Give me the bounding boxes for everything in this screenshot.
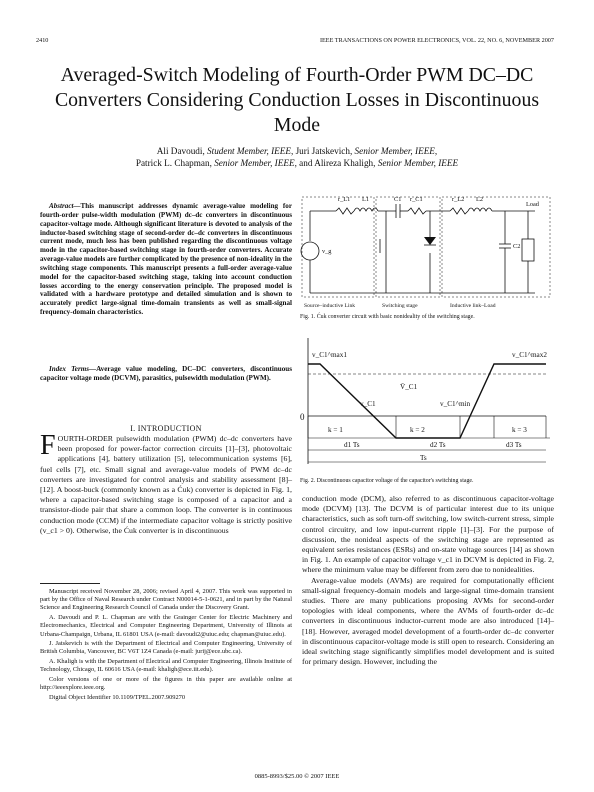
label-rc1: r_C1: [410, 196, 423, 203]
author-name: Ali Davoudi,: [156, 146, 205, 156]
index-terms-text: Average value modeling, DC–DC converters, discontinuous capacitor voltage mode (DCVM), parasitics, pulsewidth modulation (PWM).: [40, 365, 292, 382]
label-vc1-avg: V̄_C1: [400, 383, 418, 391]
label-d1ts: d1 Ts: [344, 441, 360, 449]
label-ts: Ts: [420, 454, 427, 462]
label-vmax1: v_C1^max1: [312, 351, 347, 359]
author-role: Senior Member, IEEE,: [214, 158, 297, 168]
waveform-figure: [300, 334, 554, 469]
label-load: Load: [526, 201, 539, 208]
label-d2ts: d2 Ts: [430, 441, 446, 449]
label-vc1: v_C1: [360, 400, 376, 408]
journal-header: IEEE TRANSACTIONS ON POWER ELECTRONICS, VOL. 22, NO. 6, NOVEMBER 2007: [319, 37, 554, 44]
label-l1: L1: [362, 196, 369, 203]
footnote: J. Jatskevich is with the Department of Electrical and Computer Engineering, University of British Columbia, Vancouver, BC V6T 1Z4 Canada (e-mail: jurij@ece.ubc.ca).: [40, 640, 292, 656]
footnote: A. Davoudi and P. L. Chapman are with the Grainger Center for Electric Machinery and Electromechanics, Electrical and Computer Engineering Department, University of Illinois at Urbana-Champaign, Urbana, IL 61801 USA (e-mail: davoudi2@uiuc.edu; chapman@uiuc.edu).: [40, 614, 292, 638]
paper-title: Averaged-Switch Modeling of Fourth-Order PWM DC–DC Converters Considering Conduction Losses in Discontinuous Mode: [54, 64, 540, 136]
label-rl1: r_L1: [338, 196, 351, 203]
label-l2: L2: [476, 196, 483, 203]
author-role: Student Member, IEEE,: [207, 146, 294, 156]
intro-paragraph: [40, 430, 292, 536]
label-k2: k = 2: [410, 426, 425, 434]
author-line: [60, 158, 534, 169]
footnotes: [40, 588, 292, 704]
footnote: Color versions of one or more of the figures in this paper are available online at http://ieeexplore.ieee.org.: [40, 676, 292, 692]
author-name: Juri Jatskevich,: [295, 146, 353, 156]
label-k3: k = 3: [512, 426, 527, 434]
intro-text: OURTH-ORDER pulsewidth modulation (PWM) dc–dc converters have been proposed for power-factor correction circuits [1]–[3], photovoltaic applications [4], battery utilization [5], telecommunication systems [6], fuel cells [7], etc. Small signal and average-value models of PWM dc–dc converters are investigated for control analysis and stability assessment [8]–[12]. A boost-buck (commonly known as a Ćuk) converter is depicted in Fig. 1, where a capacitor-based switching stage is composed of a capacitor and a transistor-diode pair that share a common loop. The converter is in continuous conduction mode (CCM) if the intermediate capacitor voltage is strictly positive (v_c1 > 0). Otherwise, the Ćuk converter is in discontinuous: [40, 434, 292, 535]
label-c1: C1: [394, 196, 402, 203]
author-name: Patrick L. Chapman,: [135, 158, 212, 168]
abstract-text: This manuscript addresses dynamic average-value modeling for fourth-order pulse-width modulation (PWM) dc–dc converters in discontinuous capacitor-voltage mode. Although significant literature is devoted to analysis of the inductor-based switching stage of second-order dc–dc converters in discontinuous current mode, much less has been published regarding the discontinuous voltage mode in the capacitor-based switching stage in fourth-order converters. Accurate average-value models are further complicated by the presence of non-ideality in the switching stage components. This manuscript presents a full-order average-value model for the capacitor-based switching stage, taking into account conduction losses according to the energy conservation principle. The proposed model is validated with a hardware prototype and detailed simulation and is shown to accurately predict large-signal time-domain transients as well as small-signal frequency-domain characteristics.: [40, 202, 292, 317]
label-vg: v_g: [322, 248, 332, 255]
label-source-link: Source–inductive Link: [304, 303, 356, 309]
body-paragraph: Average-value models (AVMs) are required for computationally efficient small-signal frequency-domain models and large-signal time-domain transient studies. There are many publications proposing AVMs for second-order topologies with ideal components, where the AVMs of fourth-order dc–dc converters in discontinuous inductor-current mode are also introduced [14]–[18]. However, averaged model development of a fourth-order dc–dc converter in discontinuous capacitor-voltage mode is still open to research. Considering an ideal switching stage significantly simplifies model development and is suited for primary design. However, including the: [302, 575, 554, 667]
footnote-rule: [40, 583, 100, 584]
label-vmax2: v_C1^max2: [512, 351, 547, 359]
index-terms-label: Index Terms—: [49, 365, 97, 373]
footnote: A. Khaligh is with the Department of Electrical and Computer Engineering, Illinois Institute of Technology, Chicago, IL 60616 USA (e-mail: khaligh@ece.iit.edu).: [40, 658, 292, 674]
copyright: 0885-8993/$25.00 © 2007 IEEE: [254, 773, 340, 780]
label-rl2: r_L2: [452, 196, 465, 203]
dropcap: F: [40, 430, 56, 461]
label-k1: k = 1: [328, 426, 343, 434]
abstract-label: Abstract—: [49, 202, 81, 210]
label-d3ts: d3 Ts: [506, 441, 522, 449]
abstract: [40, 202, 292, 317]
label-switching-stage: Switching stage: [382, 303, 418, 309]
section-heading: I. INTRODUCTION: [130, 424, 202, 433]
cuk-circuit-figure: [300, 189, 554, 311]
page-number: 2410: [36, 37, 49, 44]
label-c2: C2: [513, 243, 521, 250]
label-vmin: v_C1^min: [440, 400, 471, 408]
right-column-body: [302, 494, 554, 667]
author-line: [60, 146, 534, 157]
body-paragraph: conduction mode (DCM), also referred to as discontinuous capacitor-voltage mode (DCVM) [13]. The DCVM is of particular interest due to its unique characteristics, such as soft turn-off switching, low switch-current stress, simple control circuitry, and low input-current ripple [1]–[3]. For the purpose of discussion, the nonideal aspects of the switching stage are represented as equivalent series resistances (ESRs) and on-state voltage sources [14] as shown in Fig. 1. An example of capacitor voltage v_c1 in DCVM is depicted in Fig. 2, where the minimum value may be different from zero due to nonidealities.: [302, 494, 554, 575]
index-terms: [40, 365, 292, 383]
footnote: Digital Object Identifier 10.1109/TPEL.2007.909270: [49, 693, 186, 701]
footnote: Manuscript received November 28, 2006; revised April 4, 2007. This work was supported in part by the Office of Naval Research under Contract N00014-5-1-0621, and in part by the Natural Science and Engineering Research Council of Canada under the Discovery Grant.: [40, 588, 292, 612]
author-role: Senior Member, IEEE: [377, 158, 459, 168]
fig1-caption: Fig. 1. Ćuk converter circuit with basic nonideality of the switching stage.: [300, 314, 475, 320]
fig2-caption: Fig. 2. Discontinuous capacitor voltage of the capacitor's switching stage.: [300, 478, 474, 484]
label-load-link: Inductive link–Load: [450, 303, 496, 309]
label-zero: 0: [300, 412, 305, 422]
author-role: Senior Member, IEEE,: [354, 146, 438, 156]
author-name: and Alireza Khaligh,: [299, 158, 376, 168]
